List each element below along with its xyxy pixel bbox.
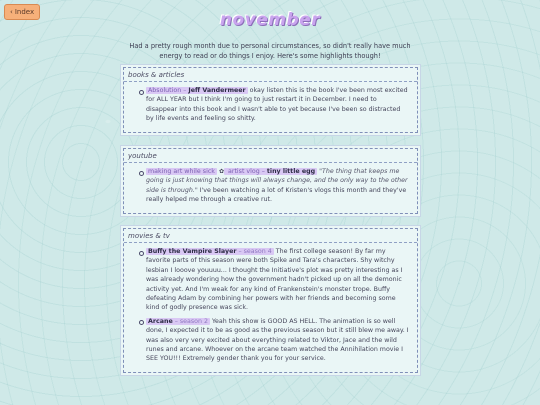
video-review: I've been watching a lot of Kristen's vlogs this month and they've really helped me through a creative rut. bbox=[146, 186, 407, 204]
youtube-heading: youtube bbox=[124, 149, 417, 163]
show-review: The first college season! By far my favorite parts of this season were both Spike and Tara's characters. Shy witchy lesbian I looove youuuu... I thought the Initiative's plot was pretty interesting as I was already wondering how the government hadn't picked up on all the demonic activity yet. And I'm weak for any kind of Frankenstein's monster trope. Buffy defeating Adam by combining her powers with her friends and becoming some kind of godly presence was sick. bbox=[146, 248, 403, 312]
books-card bbox=[123, 67, 418, 133]
youtube-list bbox=[138, 167, 409, 205]
flower-icon: ✿ bbox=[218, 168, 224, 175]
list-item bbox=[146, 167, 409, 205]
show-review: Yeah this show is GOOD AS HELL. The animation is so well done, I expected it to be as good as the previous season but it still blew me away. I was also very very excited about everything related to Viktor, Jace and the wild runes and arcane. Whoever on the arcane team watched the Annihilation movie I SEE YOU!!! Extremely gender thank you for your service. bbox=[146, 317, 409, 363]
back-arrow-icon: ‹ bbox=[10, 8, 13, 16]
index-button-label: Index bbox=[14, 8, 35, 16]
youtube-card bbox=[123, 148, 418, 214]
list-item bbox=[146, 247, 409, 313]
list-item bbox=[146, 86, 409, 124]
books-list bbox=[138, 86, 409, 124]
book-tag[interactable]: Absolution – Jeff Vandermeer bbox=[148, 87, 246, 94]
channel-tag[interactable]: artist vlog – tiny little egg bbox=[226, 168, 316, 175]
video-tag[interactable]: making art while sick bbox=[148, 168, 215, 175]
book-review: okay listen this is the book I've been most excited for ALL YEAR but I think I'm going to just restart it in December. I need to disappear into this book and I wasn't able to yet because I've been so distracted by life events and feeling so shitty. bbox=[146, 87, 408, 123]
movies-card bbox=[123, 228, 418, 373]
movies-heading: movies & tv bbox=[124, 229, 417, 243]
show-tag[interactable]: Buffy the Vampire Slayer – season 4 bbox=[148, 248, 272, 255]
intro-text: Had a pretty rough month due to personal circumstances, so didn't really have much energy to read or do things I enjoy. Here's some highlights though! bbox=[129, 42, 411, 60]
video-quote: "The thing that keeps me going is just knowing that things will always change, and the only way to the other side is through." bbox=[146, 168, 408, 194]
page-title: november bbox=[219, 10, 321, 30]
books-heading: books & articles bbox=[124, 68, 417, 82]
movies-list bbox=[138, 247, 409, 364]
show-tag[interactable]: Arcane – season 2 bbox=[148, 317, 209, 325]
list-item bbox=[146, 317, 409, 364]
